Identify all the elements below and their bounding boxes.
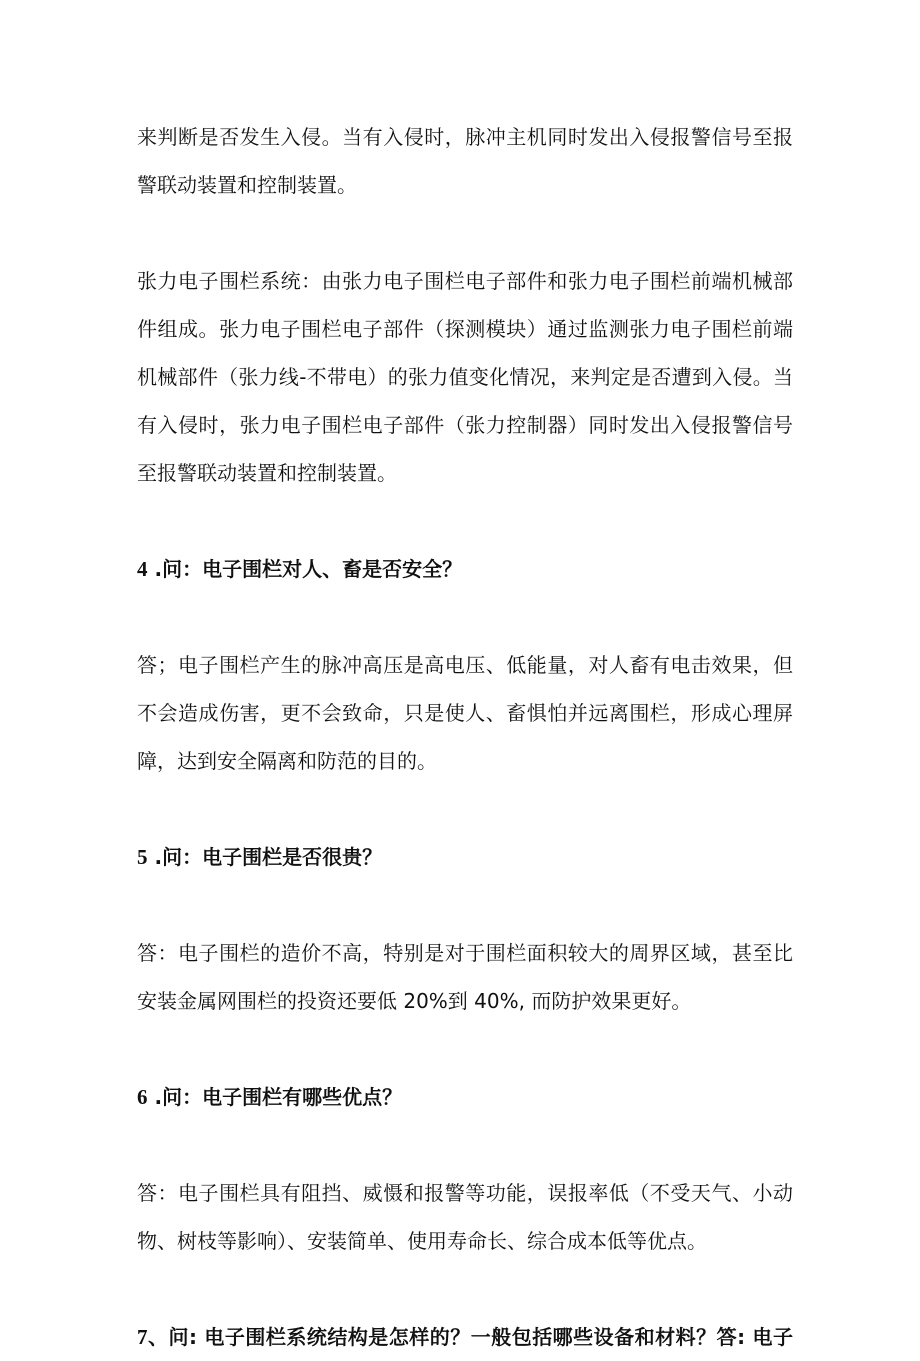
paragraph-gap (137, 593, 793, 641)
text-line: 答：电子围栏的造价不高，特别是对于围栏面积较大的周界区域，甚至比 (137, 941, 793, 965)
text-line: 障，达到安全隔离和防范的目的。 (137, 749, 437, 773)
text-line: 至报警联动装置和控制装置。 (137, 461, 397, 485)
question-number: 5 (137, 845, 148, 869)
text-line: 机械部件（张力线-不带电）的张力值变化情况，来判定是否遭到入侵。当 (137, 365, 793, 389)
question-number: 4 (137, 557, 148, 581)
question-text: 、问: 电子围栏系统结构是怎样的？一般包括哪些设备和材料？答: 电子 (147, 1325, 793, 1349)
paragraph-gap (137, 1265, 793, 1313)
paragraph-tension-fence-system (137, 257, 793, 497)
document-page (137, 113, 793, 1361)
question-heading-4 (137, 545, 793, 593)
question-line (137, 1313, 793, 1361)
question-heading-7 (137, 1313, 793, 1361)
answer-6 (137, 1169, 793, 1265)
paragraph-gap (137, 881, 793, 929)
text-line: 不会造成伤害，更不会致命，只是使人、畜惧怕并远离围栏，形成心理屏 (137, 701, 793, 725)
paragraph-gap (137, 497, 793, 545)
question-text: .问：电子围栏有哪些优点？ (154, 1085, 403, 1109)
question-number: 6 (137, 1085, 148, 1109)
paragraph-gap (137, 209, 793, 257)
question-line (137, 833, 793, 881)
answer-4 (137, 641, 793, 785)
question-text: .问：电子围栏是否很贵？ (154, 845, 383, 869)
answer-5 (137, 929, 793, 1025)
question-number: 7 (137, 1325, 148, 1349)
text-line: 有入侵时，张力电子围栏电子部件（张力控制器）同时发出入侵报警信号 (137, 413, 793, 437)
question-line (137, 545, 793, 593)
text-line: 来判断是否发生入侵。当有入侵时，脉冲主机同时发出入侵报警信号至报 (137, 125, 793, 149)
text-line: 答：电子围栏具有阻挡、威慑和报警等功能，误报率低（不受天气、小动 (137, 1181, 793, 1205)
question-heading-6 (137, 1073, 793, 1121)
paragraph-pulse-intrusion (137, 113, 793, 209)
text-line: 张力电子围栏系统：由张力电子围栏电子部件和张力电子围栏前端机械部 (137, 269, 793, 293)
text-line: 警联动装置和控制装置。 (137, 173, 357, 197)
paragraph-gap (137, 1121, 793, 1169)
text-line: 答；电子围栏产生的脉冲高压是高电压、低能量，对人畜有电击效果，但 (137, 653, 793, 677)
text-line: 安装金属网围栏的投资还要低 20%到 40%, 而防护效果更好。 (137, 989, 692, 1013)
question-line (137, 1073, 793, 1121)
paragraph-gap (137, 1025, 793, 1073)
text-line: 物、树枝等影响）、安装简单、使用寿命长、综合成本低等优点。 (137, 1229, 707, 1253)
question-heading-5 (137, 833, 793, 881)
question-text: .问：电子围栏对人、畜是否安全？ (154, 557, 463, 581)
paragraph-gap (137, 785, 793, 833)
text-line: 件组成。张力电子围栏电子部件（探测模块）通过监测张力电子围栏前端 (137, 317, 793, 341)
